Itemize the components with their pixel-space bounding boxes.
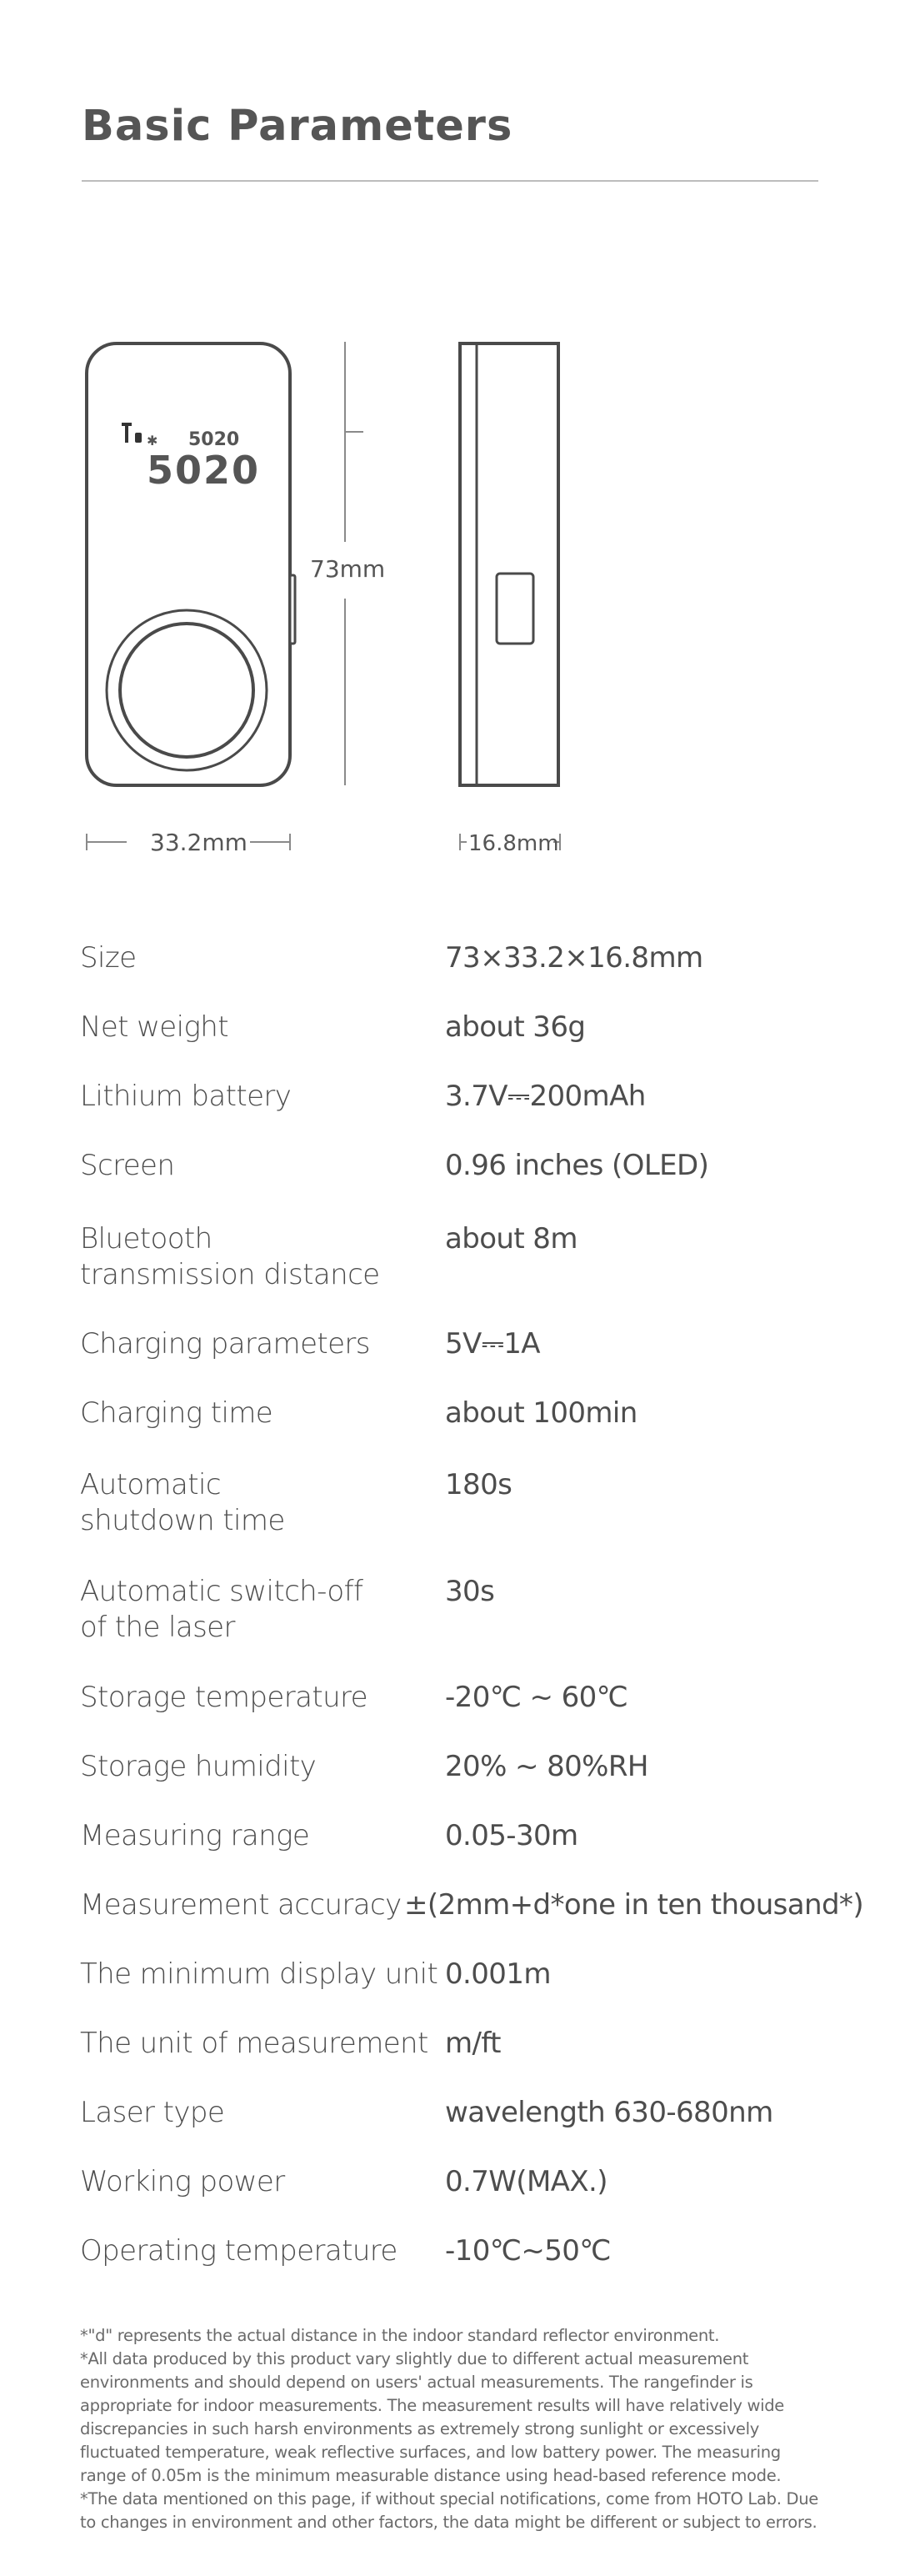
spec-label: Measuring range bbox=[80, 1819, 310, 1852]
product-dimension-diagram bbox=[0, 317, 900, 884]
screen-reading-small: 5020 bbox=[188, 429, 240, 450]
spec-row-size bbox=[80, 940, 863, 1010]
spec-row-storage-humidity bbox=[80, 1749, 863, 1818]
spec-value: 0.05-30m bbox=[445, 1819, 578, 1852]
spec-row-screen bbox=[80, 1148, 863, 1221]
depth-label: 16.8mm bbox=[468, 831, 559, 856]
spec-value: wavelength 630-680nm bbox=[445, 2096, 773, 2129]
spec-value: 0.001m bbox=[445, 1957, 551, 1991]
spec-value: -20℃ ~ 60℃ bbox=[445, 1681, 628, 1714]
spec-table bbox=[80, 940, 863, 2303]
spec-label: The unit of measurement bbox=[80, 2027, 428, 2060]
spec-label: Working power bbox=[80, 2165, 285, 2198]
spec-value: about 100min bbox=[445, 1396, 638, 1430]
spec-row-bluetooth-distance bbox=[80, 1221, 863, 1326]
screen-reading-large: 5020 bbox=[147, 448, 261, 493]
spec-row-net-weight bbox=[80, 1010, 863, 1079]
spec-label: Storage temperature bbox=[80, 1681, 368, 1714]
device-side-view bbox=[460, 343, 558, 785]
spec-row-measuring-range bbox=[80, 1818, 863, 1887]
spec-value: 73×33.2×16.8mm bbox=[445, 941, 703, 975]
spec-value: about 36g bbox=[445, 1010, 586, 1044]
spec-label: Storage humidity bbox=[80, 1750, 317, 1783]
spec-row-charging-time bbox=[80, 1396, 863, 1467]
spec-label: Operating temperature bbox=[80, 2234, 398, 2268]
spec-label: Lithium battery bbox=[80, 1080, 292, 1113]
spec-label: Size bbox=[80, 941, 137, 975]
spec-row-charging-parameters bbox=[80, 1326, 863, 1396]
spec-value: 30s bbox=[445, 1575, 495, 1608]
spec-value: ±(2mm+d*one in ten thousand*) bbox=[404, 1888, 863, 1922]
title-divider bbox=[82, 180, 818, 182]
height-label: 73mm bbox=[310, 555, 386, 583]
width-label: 33.2mm bbox=[150, 829, 248, 856]
footnote-data-source: *The data mentioned on this page, if without special notifications, come from HOTO Lab. Due to changes in environment and other factors, the data might be different or subject to errors. bbox=[80, 2489, 818, 2532]
spec-row-lithium-battery bbox=[80, 1079, 863, 1148]
spec-value: 0.96 inches (OLED) bbox=[445, 1149, 709, 1182]
spec-row-min-display-unit bbox=[80, 1957, 863, 2026]
spec-label: Net weight bbox=[80, 1010, 228, 1044]
spec-label: Charging parameters bbox=[80, 1327, 370, 1361]
dial-inner-button bbox=[120, 624, 253, 757]
spec-value: m/ft bbox=[445, 2027, 501, 2060]
spec-row-measurement-accuracy bbox=[80, 1887, 863, 1957]
spec-label: The minimum display unit bbox=[80, 1957, 438, 1991]
spec-row-auto-shutdown bbox=[80, 1467, 863, 1574]
spec-row-laser-type bbox=[80, 2095, 863, 2164]
spec-value: 0.7W(MAX.) bbox=[445, 2165, 608, 2198]
side-port bbox=[497, 574, 533, 644]
svg-text:✱: ✱ bbox=[147, 433, 158, 449]
spec-row-storage-temperature bbox=[80, 1680, 863, 1749]
page-title: Basic Parameters bbox=[82, 102, 513, 151]
spec-value: about 8m bbox=[445, 1222, 578, 1255]
device-front-view bbox=[87, 343, 295, 785]
spec-value: -10℃~50℃ bbox=[445, 2234, 611, 2268]
spec-value: 3.7V⎓200mAh bbox=[445, 1080, 646, 1113]
spec-value: 180s bbox=[445, 1468, 512, 1501]
footnotes bbox=[80, 2324, 830, 2534]
spec-label: Automatic shutdown time bbox=[80, 1468, 285, 1537]
spec-label: Laser type bbox=[80, 2096, 225, 2129]
spec-row-laser-switch-off bbox=[80, 1574, 863, 1680]
spec-label: Screen bbox=[80, 1149, 175, 1182]
spec-label: Charging time bbox=[80, 1396, 273, 1430]
spec-label: Bluetooth transmission distance bbox=[80, 1222, 380, 1291]
spec-value: 5V⎓1A bbox=[445, 1327, 540, 1361]
spec-value: 20% ~ 80%RH bbox=[445, 1750, 648, 1783]
spec-row-working-power bbox=[80, 2164, 863, 2233]
spec-label: Measurement accuracy bbox=[80, 1888, 402, 1922]
spec-row-unit-of-measurement bbox=[80, 2026, 863, 2095]
spec-label: Automatic switch-off of the laser bbox=[80, 1575, 363, 1644]
footnote-measurement-disclaimer: *All data produced by this product vary slightly due to different actual measurement environments and should depend on users' actual measurements. The rangefinder is appropriate for indoor measurements. The measurement results will have relatively wide discrepancies in such harsh environments as extremely strong sunlight or excessively fluctuated temperature, weak reflective surfaces, and low battery power. The measuring range of 0.05m is the minimum measurable distance using head-based reference mode. bbox=[80, 2349, 784, 2485]
footnote-d-definition: *"d" represents the actual distance in the indoor standard reflector environment. bbox=[80, 2326, 720, 2345]
spec-row-operating-temperature bbox=[80, 2233, 863, 2303]
